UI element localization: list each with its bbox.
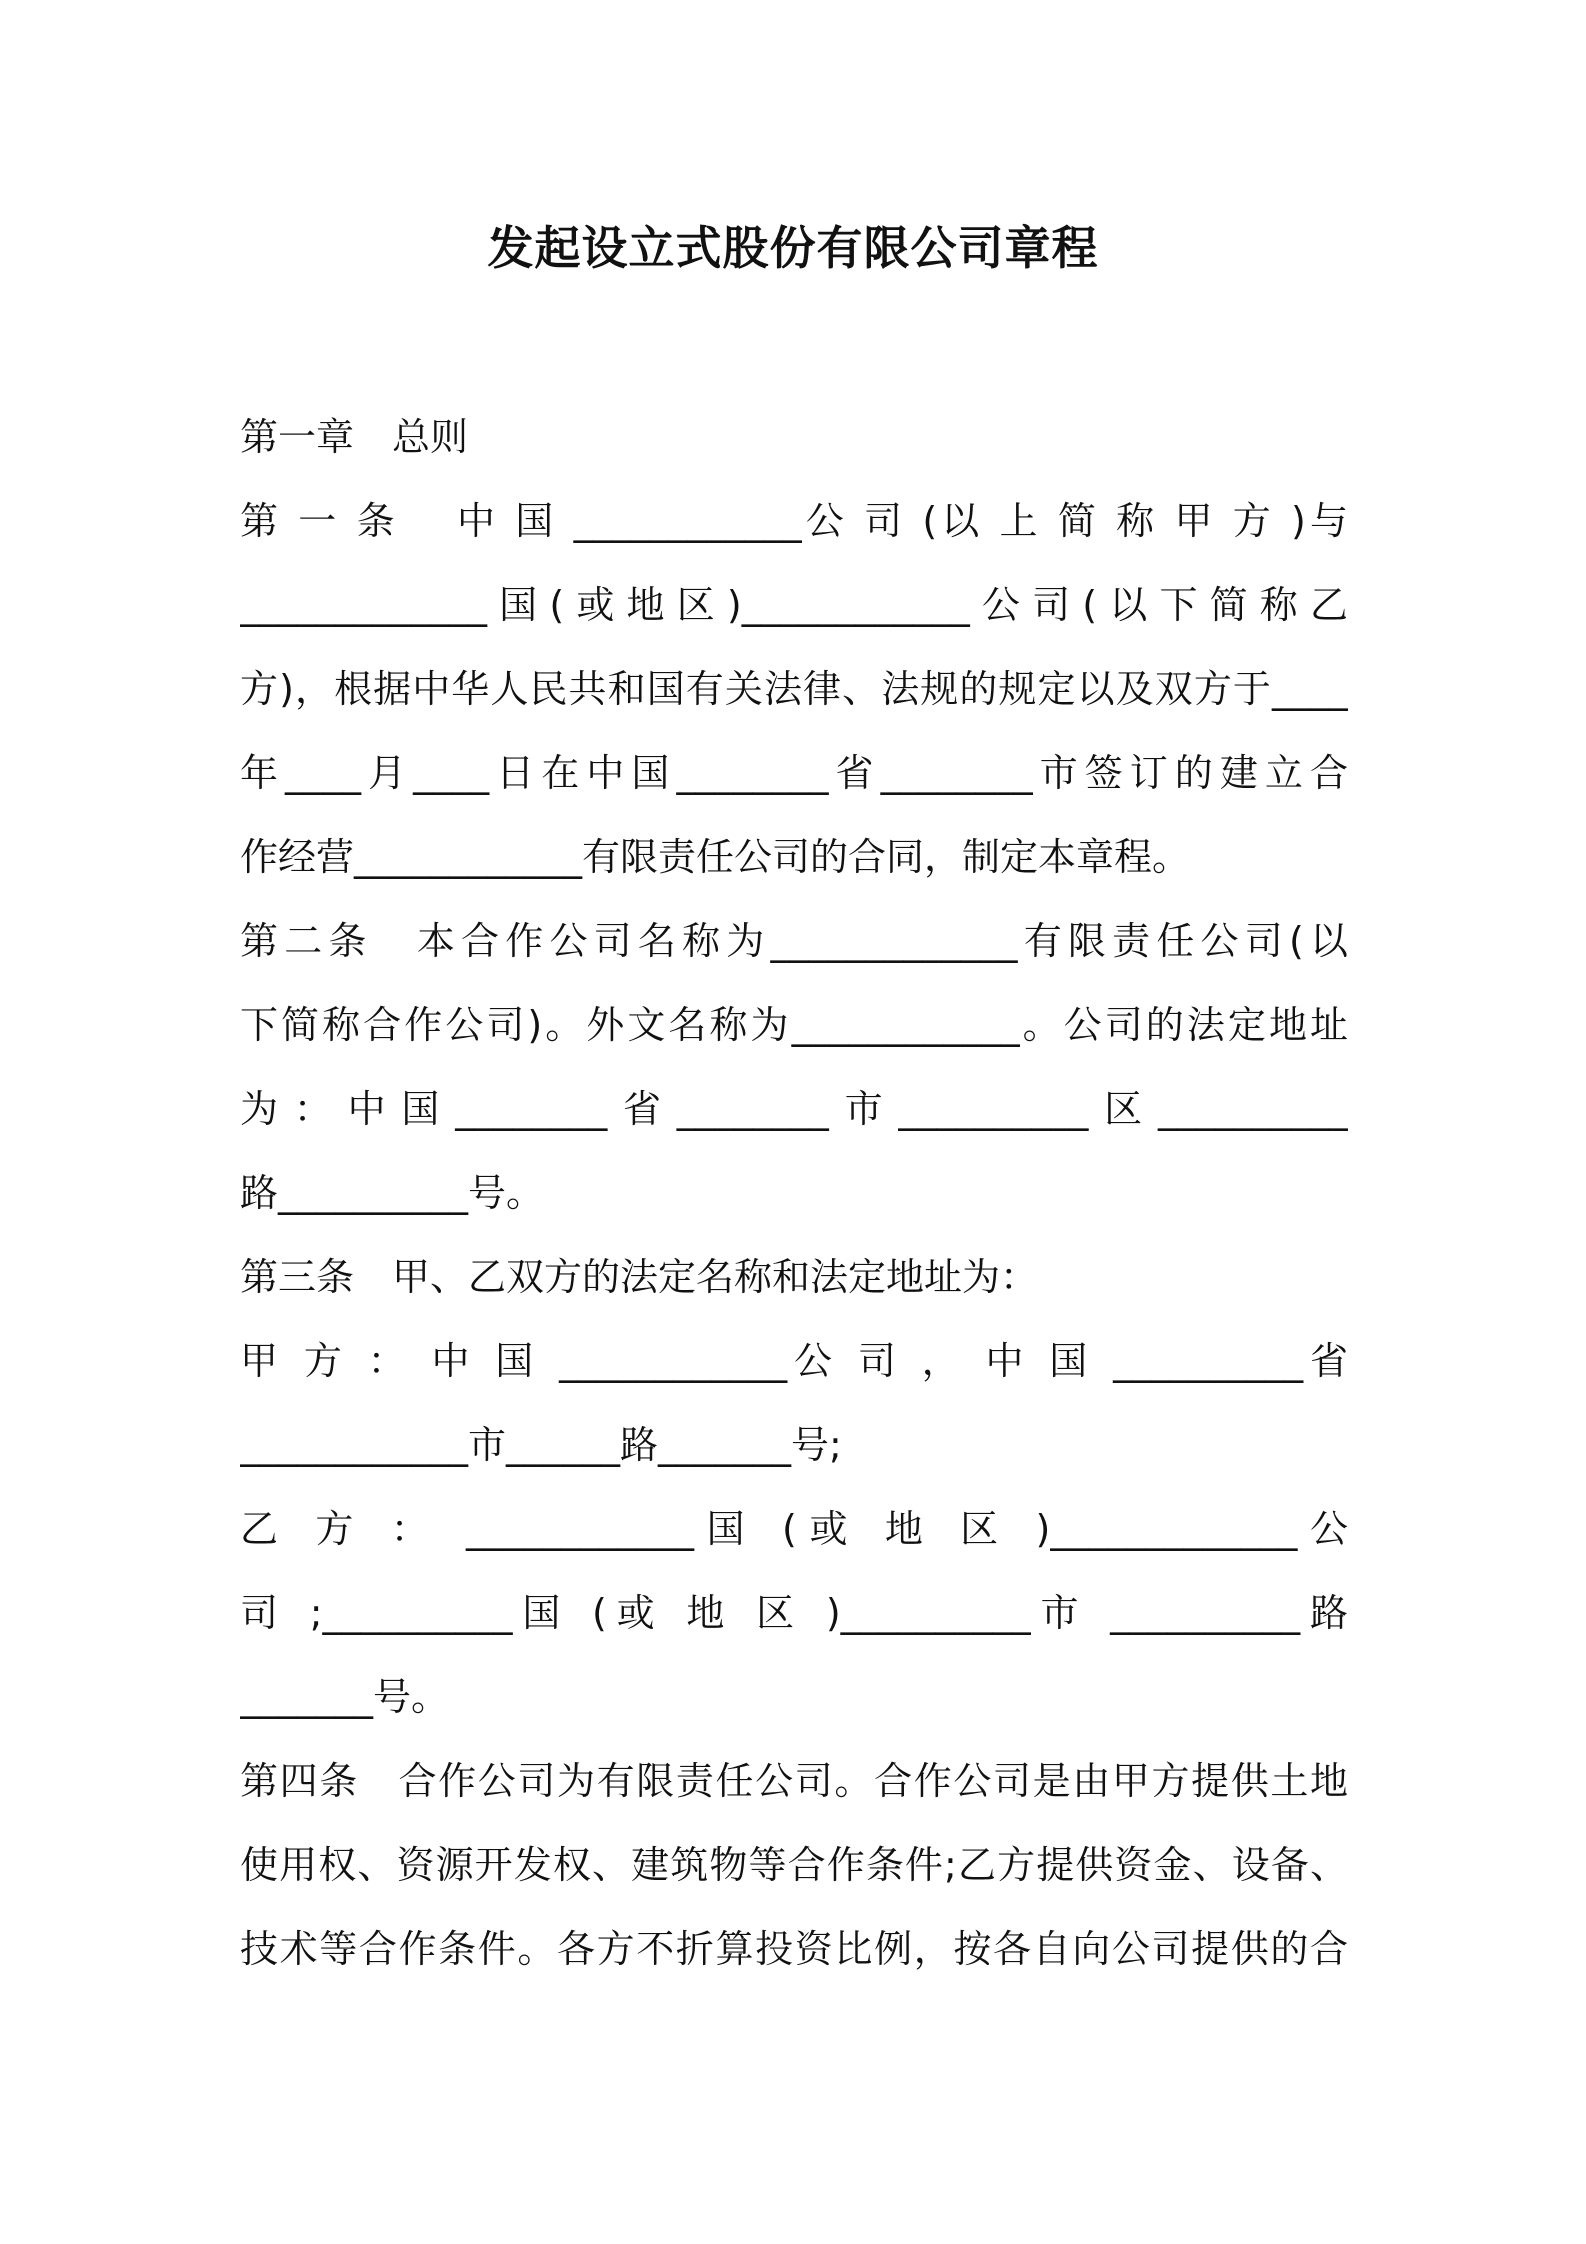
article-line: 第二条 本合作公司名称为_____________有限责任公司(以	[240, 919, 1348, 963]
article-line: 使用权、资源开发权、建筑物等合作条件;乙方提供资金、设备、	[240, 1843, 1348, 1887]
article-line: 甲 方 ： 中 国 ____________公 司 ， 中 国 __________省	[240, 1339, 1348, 1383]
article-line: ____________市______路_______号;	[240, 1423, 842, 1467]
document-title: 发起设立式股份有限公司章程	[487, 221, 1099, 275]
article-line: _______号。	[240, 1675, 450, 1719]
article-line: 作经营____________有限责任公司的合同，制定本章程。	[240, 835, 1191, 879]
chapter-heading: 第一章 总则	[240, 415, 469, 459]
article-line: 第三条 甲、乙双方的法定名称和法定地址为：	[240, 1255, 1039, 1299]
article-line: 年____月____日在中国________省________市签订的建立合	[240, 751, 1348, 795]
article-line: 路__________号。	[240, 1171, 545, 1215]
article-line: 第 一 条 中 国 ____________公 司 (以 上 简 称 甲 方 )与	[240, 499, 1348, 543]
article-line: 第四条 合作公司为有限责任公司。合作公司是由甲方提供土地	[240, 1759, 1348, 1803]
article-line: 乙 方 ： ____________国 (或 地 区 )_____________公	[240, 1507, 1348, 1551]
article-line: 司 ;__________国 (或 地 区 )__________市 __________路	[240, 1591, 1348, 1635]
article-line: 为：中国________省________市__________区__________	[240, 1087, 1348, 1131]
article-line: 方)，根据中华人民共和国有关法律、法规的规定以及双方于____	[240, 667, 1348, 711]
article-line: 下简称合作公司)。外文名称为____________。公司的法定地址	[240, 1003, 1348, 1047]
article-line: _____________国(或地区)____________公司(以下简称乙	[240, 583, 1348, 627]
article-line: 技术等合作条件。各方不折算投资比例，按各自向公司提供的合	[240, 1927, 1348, 1971]
